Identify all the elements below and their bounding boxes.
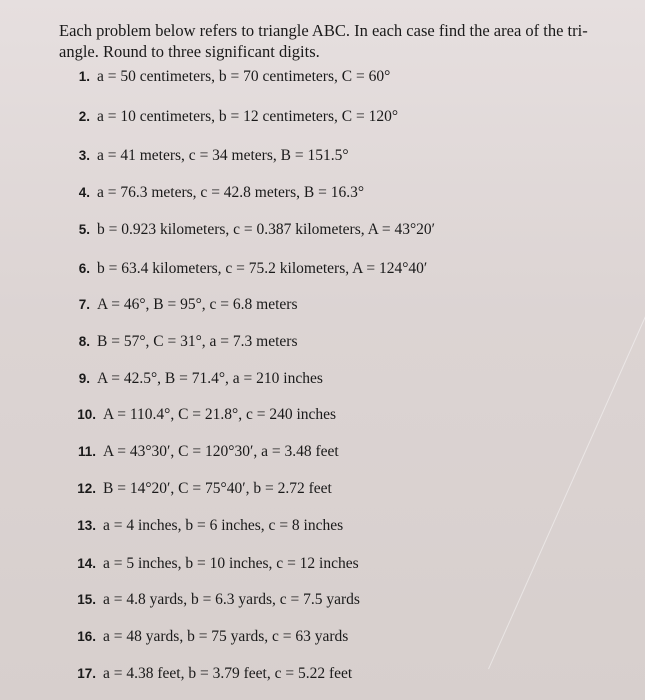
problem-item [58,331,298,353]
problem-item [58,553,359,575]
problem-item [58,219,435,241]
problem-text: b = 0.923 kilometers, c = 0.387 kilometers, A = 43°20′ [97,221,436,238]
problem-number: 12. [77,481,96,496]
problem-number: 16. [77,629,96,644]
page-edge-highlight [488,121,645,670]
problem-item [58,66,390,88]
problem-item [58,404,336,426]
problem-number: 6. [78,261,90,276]
instructions-text: Each problem below refers to triangle ABC. In each case find the area of the tri- angle. Round to three significant digits. [59,21,588,61]
problem-number: 7. [78,297,90,312]
problem-item [58,626,348,648]
problem-item [58,182,364,204]
problem-text: a = 4 inches, b = 6 inches, c = 8 inches [103,517,344,534]
problem-number: 3. [78,148,90,163]
problem-text: a = 5 inches, b = 10 inches, c = 12 inches [103,555,359,572]
problem-text: b = 63.4 kilometers, c = 75.2 kilometers, A = 124°40′ [97,260,428,277]
problem-text: a = 10 centimeters, b = 12 centimeters, C = 120° [97,108,399,125]
problem-number: 1. [78,69,90,84]
problem-text: a = 50 centimeters, b = 70 centimeters, C = 60° [97,68,391,85]
problem-number: 11. [77,444,96,459]
problem-text: A = 43°30′, C = 120°30′, a = 3.48 feet [103,443,339,460]
problem-number: 8. [78,334,90,349]
problem-number: 9. [78,371,90,386]
problem-number: 10. [77,407,96,422]
problem-text: a = 48 yards, b = 75 yards, c = 63 yards [103,628,349,645]
problem-number: 13. [77,518,96,533]
problem-item [58,515,343,537]
problem-text: A = 110.4°, C = 21.8°, c = 240 inches [103,406,337,423]
problem-text: B = 14°20′, C = 75°40′, b = 2.72 feet [103,480,332,497]
problem-item [58,106,398,128]
problem-item [58,258,427,280]
problem-number: 17. [77,666,96,681]
problem-text: a = 41 meters, c = 34 meters, B = 151.5° [97,147,349,164]
problem-item [58,294,298,316]
problem-item [58,145,349,167]
problem-text: A = 46°, B = 95°, c = 6.8 meters [97,296,298,313]
problem-text: a = 4.38 feet, b = 3.79 feet, c = 5.22 feet [103,665,353,682]
problem-number: 5. [78,222,90,237]
problem-text: A = 42.5°, B = 71.4°, a = 210 inches [97,370,323,387]
problem-item [58,589,360,611]
problem-text: a = 76.3 meters, c = 42.8 meters, B = 16.3° [97,184,365,201]
problem-item [58,478,332,500]
problem-number: 2. [78,109,90,124]
problem-item [58,663,352,685]
problem-item [58,368,323,390]
problem-number: 14. [77,556,96,571]
problem-text: B = 57°, C = 31°, a = 7.3 meters [97,333,298,350]
problem-number: 4. [78,185,90,200]
problem-item [58,441,339,463]
problem-number: 15. [77,592,96,607]
problem-text: a = 4.8 yards, b = 6.3 yards, c = 7.5 yards [103,591,360,608]
